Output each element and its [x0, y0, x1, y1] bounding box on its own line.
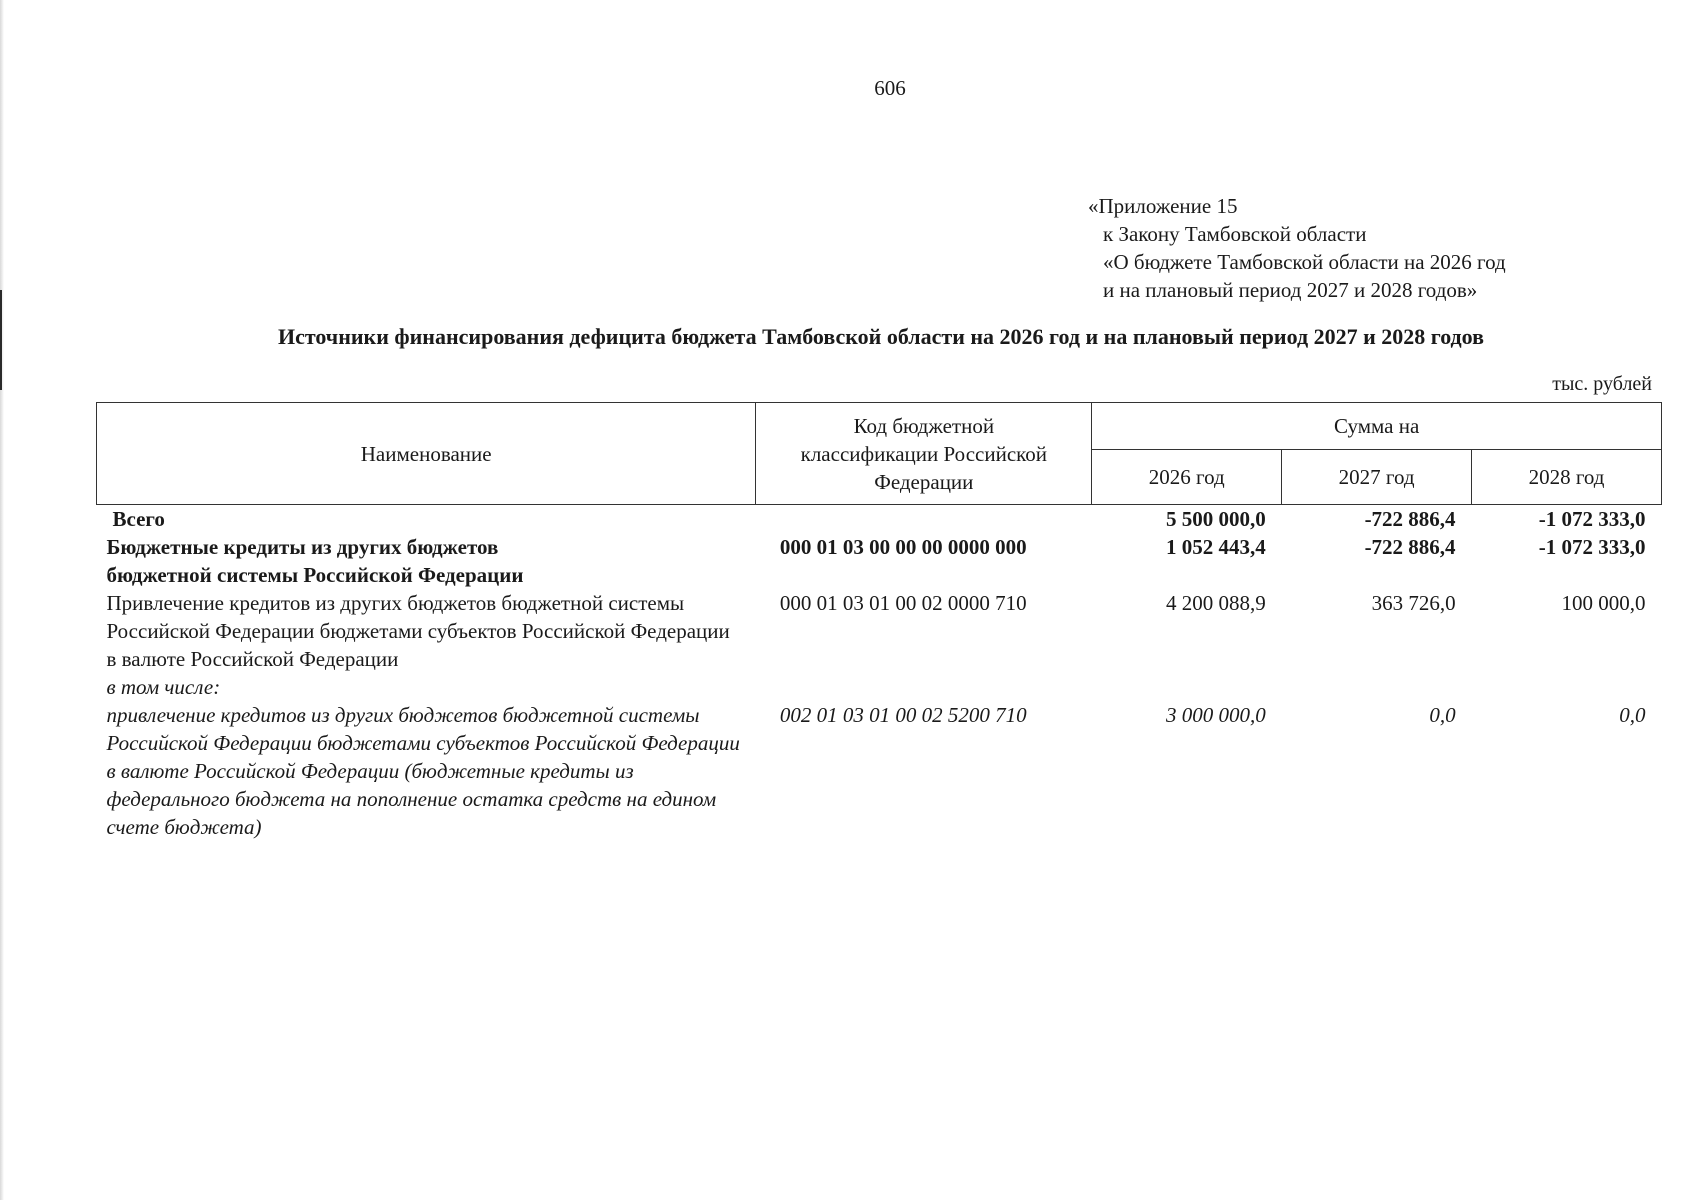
appendix-line-2: к Закону Тамбовской области: [1103, 222, 1367, 246]
table-row-budget-credits: [97, 533, 1662, 589]
row-code: 000 01 03 00 00 00 0000 000: [779, 535, 1027, 559]
row-name: Привлечение кредитов из других бюджетов бюджетной системы Российской Федерации бюджетами субъектов Российской Федерации в валюте Российской Федерации: [106, 591, 730, 671]
row-code: [756, 505, 1092, 534]
appendix-line-1: «Приложение 15: [1088, 194, 1238, 218]
budget-sources-table: [96, 402, 1662, 841]
table-row-including: [97, 673, 1662, 701]
row-name: Всего: [112, 507, 165, 531]
row-name: в том числе:: [106, 675, 221, 699]
header-code: Код бюджетной классификации Российской Федерации: [756, 403, 1092, 505]
row-value-2027: -722 886,4: [1364, 507, 1456, 531]
appendix-reference: [1088, 192, 1506, 304]
page-number: 606: [874, 76, 906, 100]
row-value-2028: 100 000,0: [1561, 591, 1646, 615]
row-value-2028: -1 072 333,0: [1538, 507, 1646, 531]
row-value-2028: -1 072 333,0: [1538, 535, 1646, 559]
row-name: Бюджетные кредиты из других бюджетов бюджетной системы Российской Федерации: [106, 535, 524, 587]
appendix-line-3: «О бюджете Тамбовской области на 2026 год: [1103, 250, 1506, 274]
row-value-2026: 3 000 000,0: [1165, 703, 1266, 727]
table-row-total: [97, 505, 1662, 534]
table-header-row: [97, 403, 1662, 450]
header-year-2027: 2027 год: [1282, 450, 1472, 505]
row-value-2028: 0,0: [1619, 703, 1646, 727]
row-code: 000 01 03 01 00 02 0000 710: [779, 591, 1027, 615]
document-title: Источники финансирования дефицита бюджета Тамбовской области на 2026 год и на плановый период 2027 и 2028 годов: [277, 324, 1485, 349]
row-value-2026: 1 052 443,4: [1165, 535, 1266, 559]
units-label: тыс. рублей: [1552, 373, 1652, 395]
row-value-2027: 0,0: [1429, 703, 1456, 727]
row-value-2026: 4 200 088,9: [1165, 591, 1266, 615]
row-name: привлечение кредитов из других бюджетов бюджетной системы Российской Федерации бюджетами субъектов Российской Федерации в валюте Российской Федерации (бюджетные кредиты из федерального бюджета на пополнение остатка средств на едином счете бюджета): [106, 703, 740, 839]
header-year-2026: 2026 год: [1092, 450, 1282, 505]
appendix-line-4: и на плановый период 2027 и 2028 годов»: [1103, 278, 1478, 302]
header-sum: Сумма на: [1092, 403, 1662, 450]
row-code: 002 01 03 01 00 02 5200 710: [779, 703, 1027, 727]
scan-left-edge: [0, 0, 4, 1200]
row-value-2027: 363 726,0: [1371, 591, 1456, 615]
header-year-2028: 2028 год: [1472, 450, 1662, 505]
row-value-2027: -722 886,4: [1364, 535, 1456, 559]
header-name: Наименование: [97, 403, 756, 505]
table-row-federal-credits: [97, 701, 1662, 841]
scan-binding-mark: [0, 290, 2, 390]
row-value-2026: 5 500 000,0: [1165, 507, 1266, 531]
table-row-credit-attraction: [97, 589, 1662, 673]
